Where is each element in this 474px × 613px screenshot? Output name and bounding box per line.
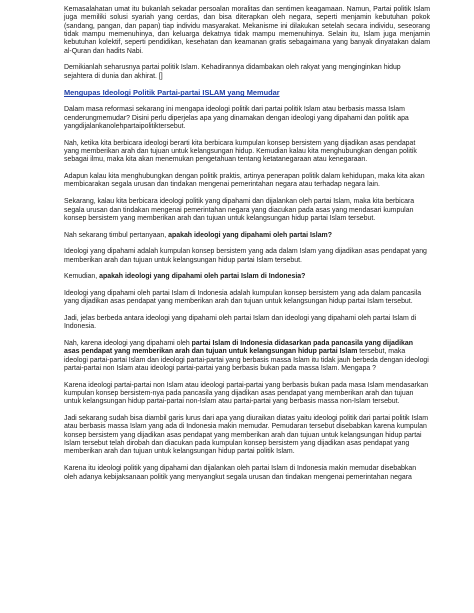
- question-bold: apakah ideologi yang dipahami oleh partai Islam?: [168, 231, 332, 239]
- paragraph: Ideologi yang dipahami oleh partai Islam di Indonesia adalah kumpulan konsep bersistem yang ada dalam pancasila yang dijadikan asas pendapat yang memberikan arah dan tujuan untuk kelangsungan hidup partai Islam tersebut.: [64, 289, 422, 306]
- paragraph: Kemasalahatan umat itu bukanlah sekadar persoalan moralitas dan sentimen keagamaan. Namun, Partai politik Islam juga memiliki solusi syariah yang cerdas, dan bisa diterapkan oleh negara, seperti menjamin kebutuhan pokok (sandang, pangan, dan papan) tiap individu masyarakat. Mekanisme ini dilakukan setelah secara individu, seseorang tidak mampu memenuhinya, dan keluarga dekatnya tidak mampu memenuhinya. Selain itu, Islam juga menjamin kebutuhan kolektif, seperti pendidikan, kesehatan dan keamanan gratis sebagaimana yang banyak dinyatakan dalam al-Quran dan hadits Nabi.: [64, 6, 430, 55]
- paragraph: Nah, ketika kita berbicara ideologi berarti kita berbicara kumpulan konsep bersistem yang dijadikan asas pendapat yang memberikan arah dan tujuan untuk kelangsungan hidup. Kemudian kalau kita menghubungkan dengan politik sebagai ilmu, maka kita akan menemukan pengetahuan tentang ketatanegaraan atau kenegaraan.: [64, 139, 417, 164]
- question-lead: Kemudian,: [64, 273, 100, 281]
- article-heading-link[interactable]: Mengupas Ideologi Politik Partai-partai ISLAM yang Memudar: [64, 88, 280, 98]
- paragraph: Dalam masa reformasi sekarang ini mengapa ideologi politik dari partai politik Islam atau berbasis massa Islam cenderungmemudar? Disini perlu diperjelas apa yang dinamakan dengan ideologi yang dipahami dan politik apa yangdijalankanolehpartaipolitiktersebut.: [64, 106, 409, 131]
- paragraph: Sekarang, kalau kita berbicara ideologi politik yang dipahami dan dijalankan oleh partai Islam, maka kita berbicara segala urusan dan tindakan mengenai pemerintahan negara yang diacukan pada asas yang mendasari kumpulan konsep bersistem yang memberikan arah dan tujuan untuk kelangsungan hidup partai Islam tersebut.: [64, 198, 415, 222]
- question-bold: apakah ideologi yang dipahami oleh partai Islam di Indonesia?: [99, 273, 306, 281]
- question-paragraph: [64, 273, 430, 281]
- question-paragraph: [64, 232, 430, 240]
- emphasis-tail: tersebut, maka ideologi partai-partai Islam dan ideologi partai-partai yang berbasis massa Islam itu tidak jauh berbeda dengan ideologi partai-partai non Islam atau ideologi partai-partai yang berbasis bukan pada massa Islam. Mengapa ?: [64, 348, 429, 373]
- paragraph: Demikianlah seharusnya partai politik Islam. Kehadirannya didambakan oleh rakyat yang menginginkan hidup sejahtera di dunia dan akhirat. []: [64, 64, 401, 80]
- question-lead: Nah sekarang timbul pertanyaan,: [64, 231, 169, 239]
- emphasis-bold: partai Islam di Indonesia didasarkan pada pancasila yang dijadikan asas pendapat yang memberikan arah dan tujuan untuk kelangsungan hidup partai Islam: [64, 340, 413, 356]
- paragraph: Jadi, jelas berbeda antara ideologi yang dipahami oleh partai Islam dan ideologi yang dipahami oleh partai Islam di Indonesia.: [64, 314, 417, 331]
- emphasis-lead: Nah, karena ideologi yang dipahami oleh: [64, 340, 192, 347]
- paragraph: Adapun kalau kita menghubungkan dengan politik praktis, artinya penerapan politik dalam kehidupan, maka kita akan membicarakan segala urusan dan tindakan mengenai pemerintahan negara atau terhadap negara lain.: [64, 173, 425, 189]
- paragraph: Karena itu ideologi politik yang dipahami dan dijalankan oleh partai Islam di Indonesia makin memudar disebabkan oleh adanya kebijaksanaan politik yang menyangkut segala urusan dan tindakan mengenai pemerintahan negara: [64, 465, 417, 481]
- paragraph: Karena ideologi partai-partai non Islam atau ideologi partai-partai yang berbasis bukan pada masa Islam mendasarkan kumpulan konsep bersistem-nya pada pancasila yang dijadikan asas pendapat yang memberikan arah dan tujuan untuk kelangsungan hidup partai-partai non-Islam atau partai-partai yang berbasis massa non-Islam tersebut.: [64, 381, 429, 406]
- paragraph: Jadi sekarang sudah bisa diambil garis lurus dari apa yang diuraikan diatas yaitu ideologi politik dari partai politik Islam atau berbasis massa Islam yang ada di Indonesia makin memudar. Pemudaran tersebut disebabkan karena kumpulan konsep bersistem yang dijadikan asas pendapat yang memberikan arah dan tujuan untuk kelangsungan hidup partai Islam tersebut telah dirobah dan diacukan pada kumpulan konsep bersistem yang dijadikan asas pendapat yang memberikan arah dan tujuan untuk kelangsungan hidup partai politik Islam.: [64, 415, 429, 456]
- paragraph: Ideologi yang dipahami adalah kumpulan konsep bersistem yang ada dalam Islam yang dijadikan asas pendapat yang memberikan arah dan tujuan untuk kelangsungan hidup partai Islam tersebut.: [64, 248, 427, 264]
- emphasis-paragraph: [64, 340, 430, 373]
